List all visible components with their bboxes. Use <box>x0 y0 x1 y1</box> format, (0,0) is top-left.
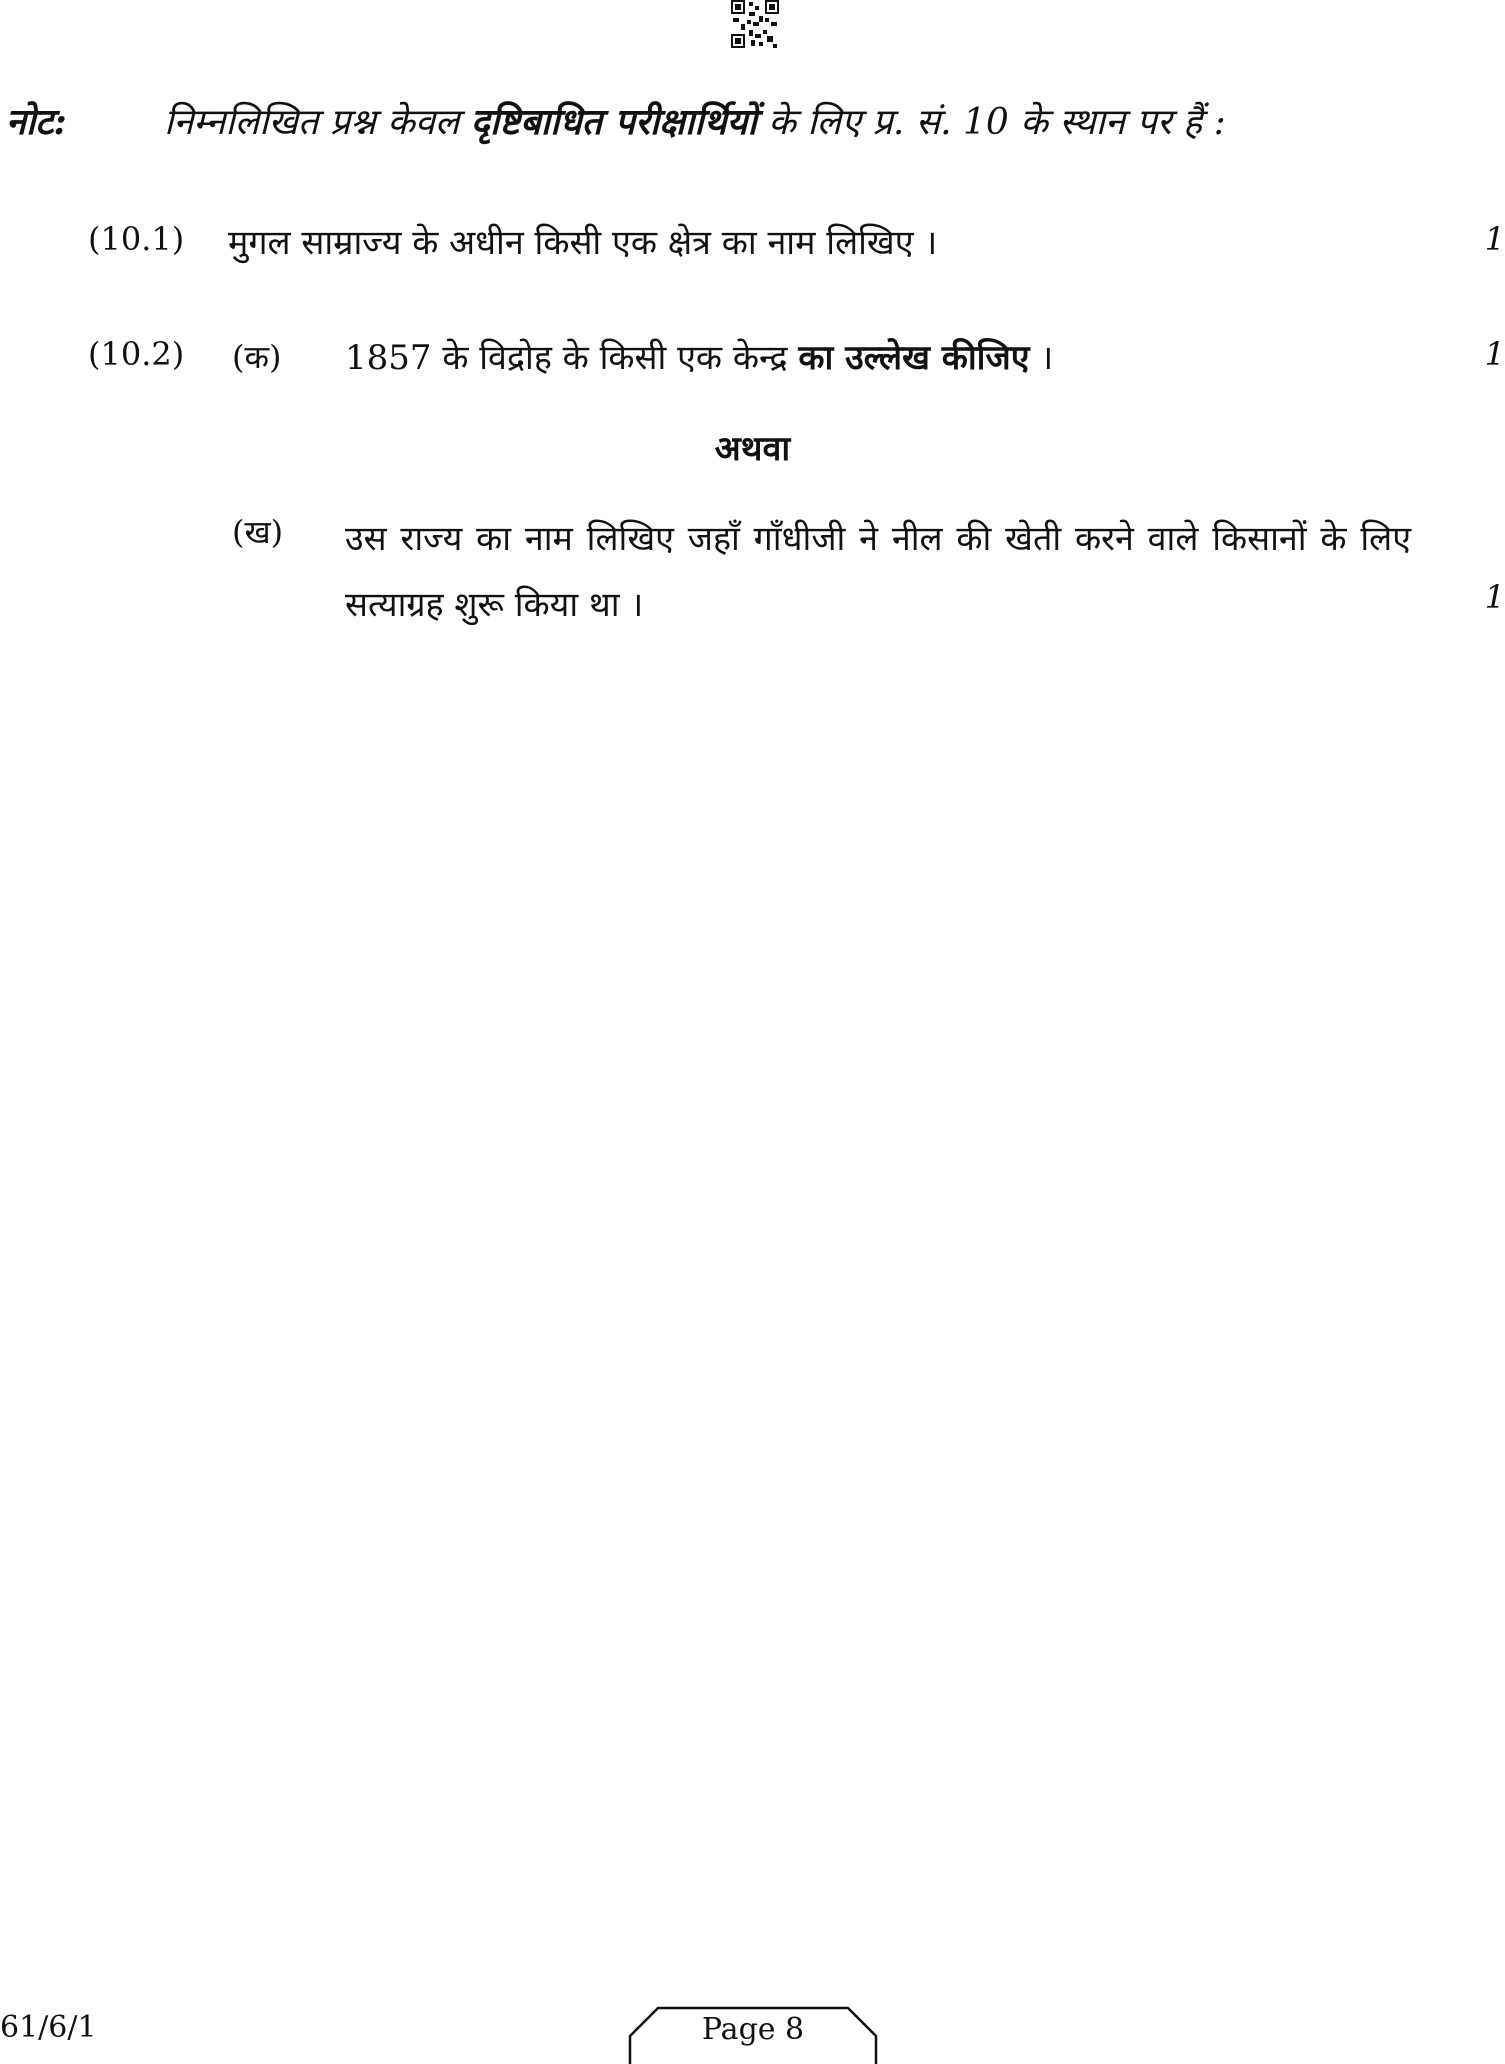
note-text-start: निम्नलिखित प्रश्न केवल <box>164 102 471 143</box>
question-marks: 1 <box>1484 578 1505 616</box>
page-number: Page 8 <box>701 2012 805 2047</box>
qr-code <box>731 0 779 48</box>
note-text <box>164 96 1226 145</box>
or-separator: अथवा <box>714 429 791 469</box>
question-text-end: । <box>1029 338 1054 378</box>
option-label: (क) <box>232 338 282 376</box>
question-text: मुगल साम्राज्य के अधीन किसी एक क्षेत्र का नाम लिखिए । <box>228 223 938 263</box>
question-number: (10.2) <box>88 335 185 373</box>
option-label: (ख) <box>232 513 284 551</box>
page-number-box <box>628 2004 878 2064</box>
question-number: (10.1) <box>88 220 185 258</box>
note-text-end: के लिए प्र. सं. 10 के स्थान पर हैं : <box>756 102 1226 143</box>
paper-code: 61/6/1 <box>0 2010 97 2045</box>
question-text-emphasis: का उल्लेख कीजिए <box>798 338 1030 378</box>
question-marks: 1 <box>1484 220 1505 258</box>
question-text-plain: 1857 के विद्रोह के किसी एक केन्द्र <box>345 338 799 378</box>
question-marks: 1 <box>1484 335 1505 373</box>
question-text: उस राज्य का नाम लिखिए जहाँ गाँधीजी ने नील की खेती करने वाले किसानों के लिए सत्याग्रह शुरू किया था । <box>345 519 1411 625</box>
question-text <box>345 333 1053 379</box>
note-label: नोट: <box>6 101 67 143</box>
note-text-emphasis: दृष्टिबाधित परीक्षार्थियों <box>470 101 757 143</box>
